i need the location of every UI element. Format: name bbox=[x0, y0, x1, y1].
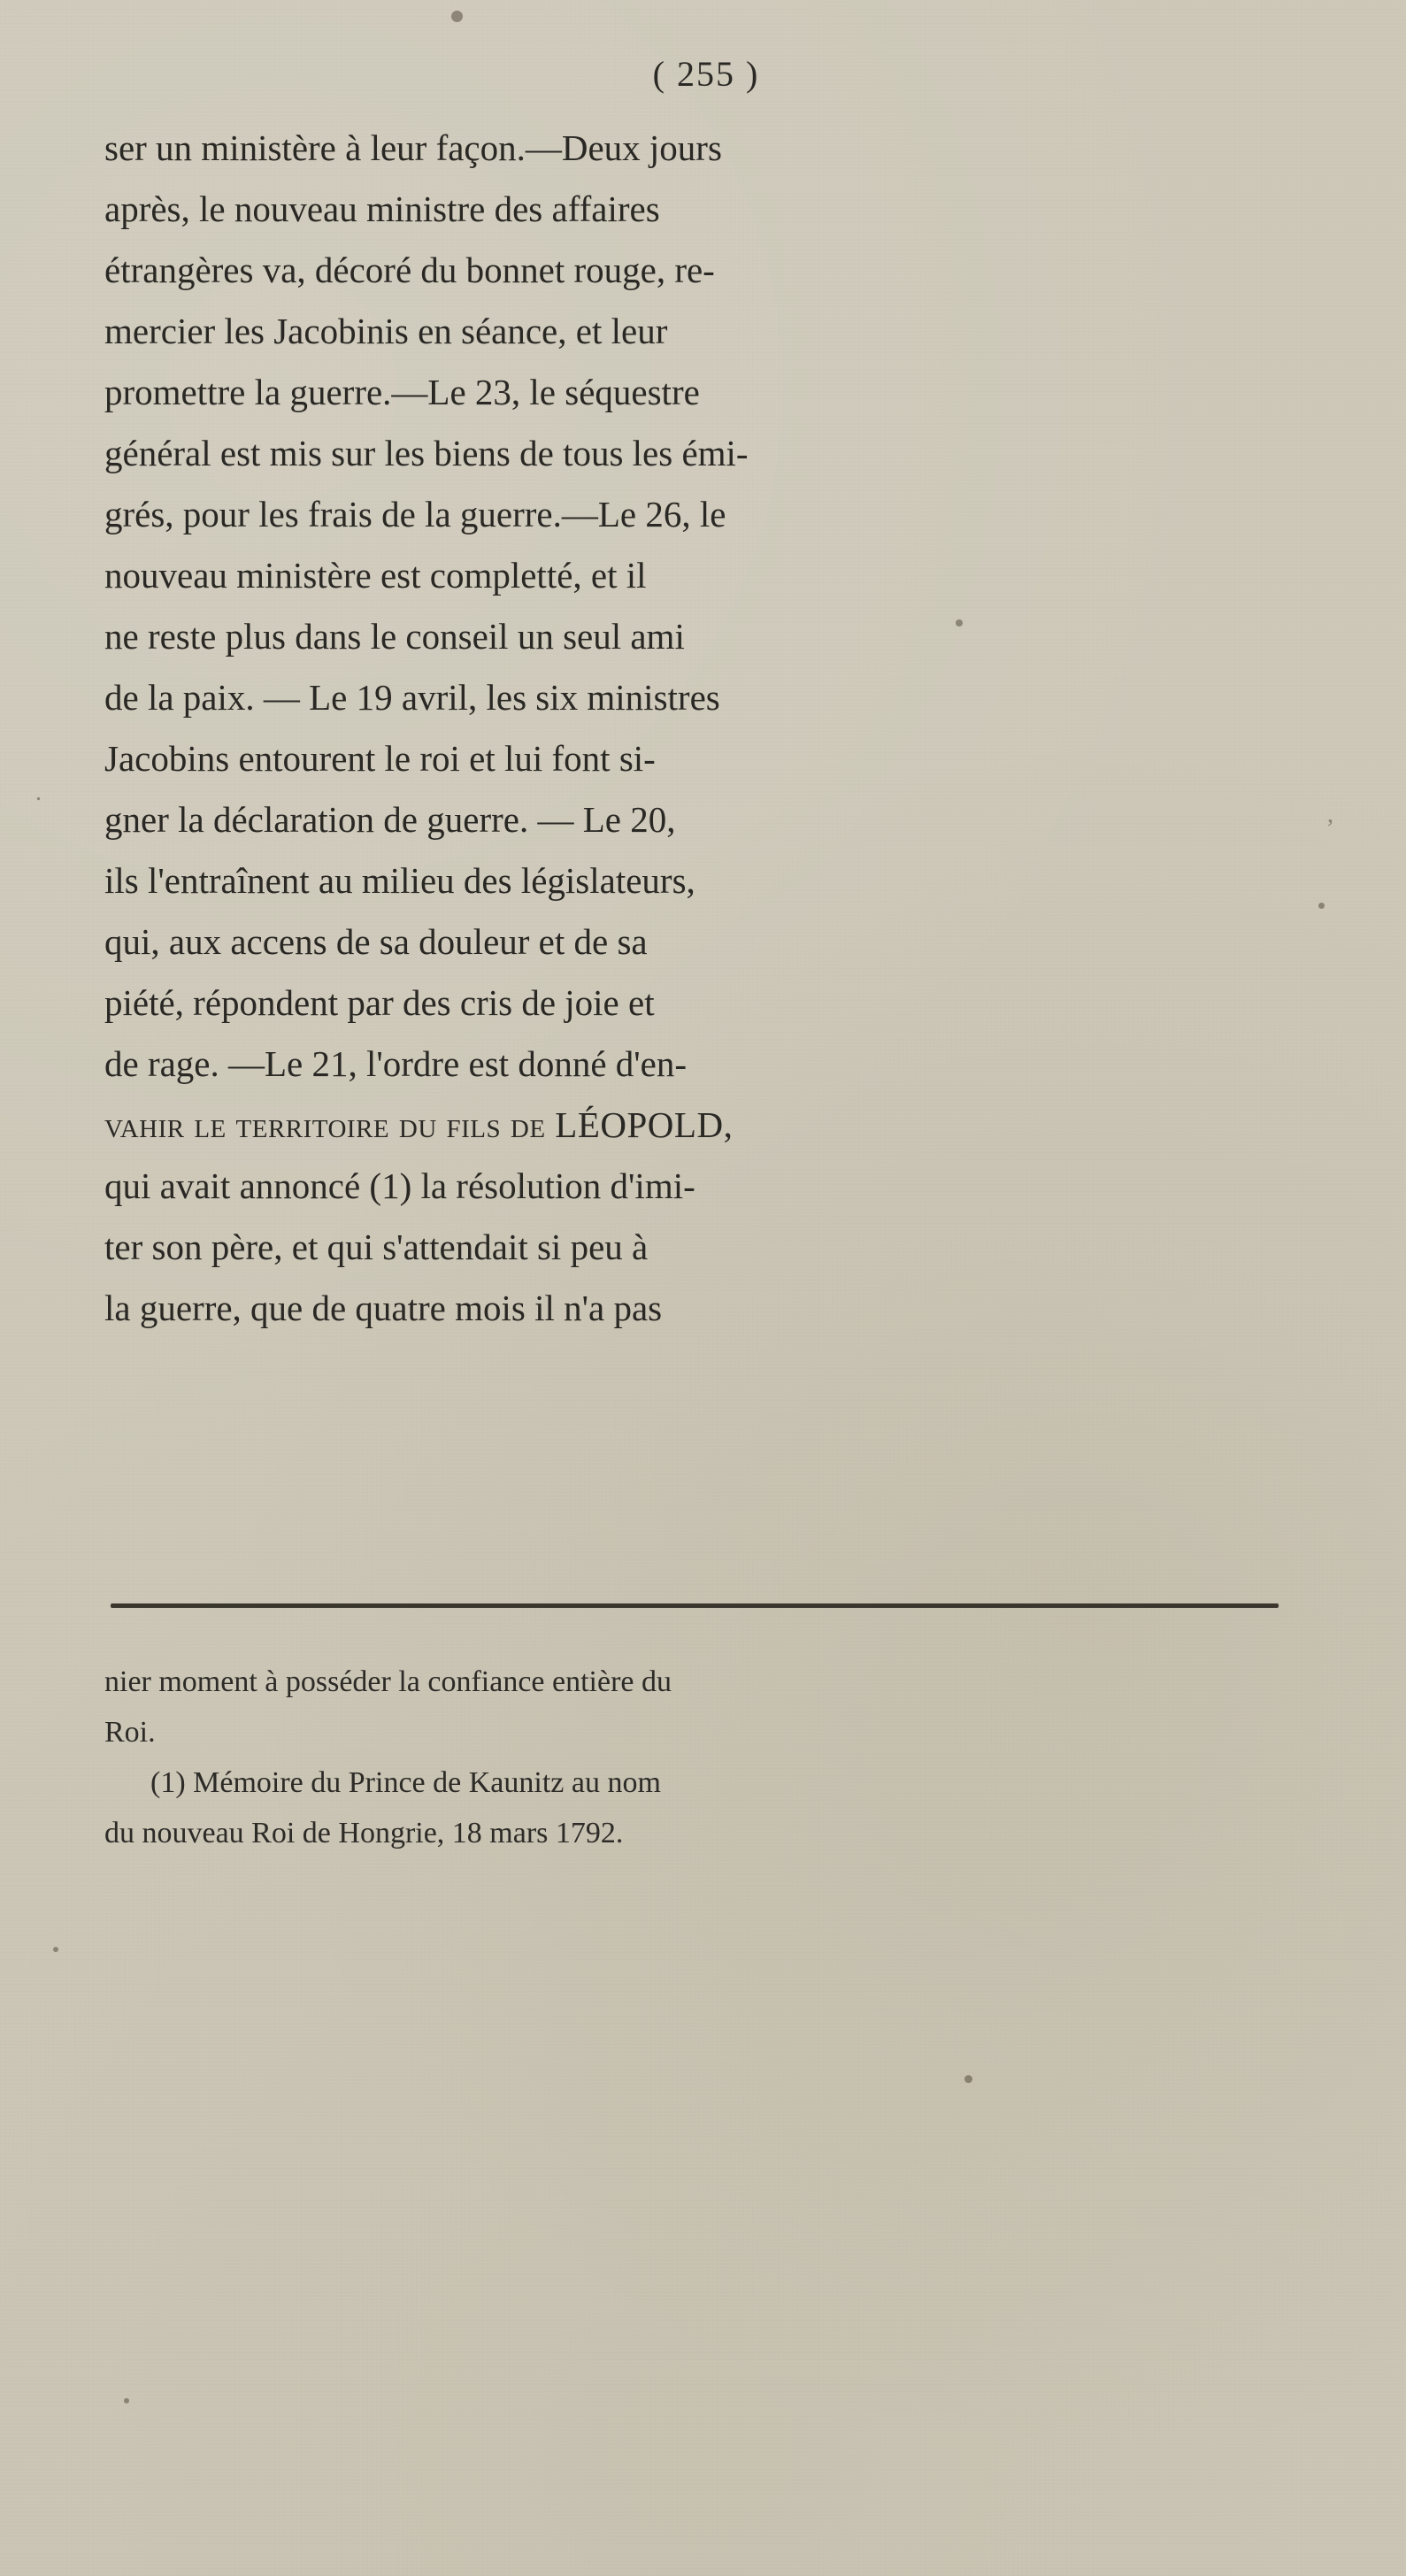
body-line: de rage. —Le 21, l'ordre est donné d'en- bbox=[104, 1043, 688, 1084]
footnote-line: Roi. bbox=[104, 1716, 156, 1749]
body-line: général est mis sur les biens de tous les émi- bbox=[104, 433, 749, 473]
body-line: qui avait annoncé (1) la résolution d'imi- bbox=[104, 1165, 695, 1206]
footnote-line: nier moment à posséder la confiance entière du bbox=[104, 1665, 672, 1698]
body-line: promettre la guerre.—Le 23, le séquestre bbox=[104, 372, 700, 412]
body-line: qui, aux accens de sa douleur et de sa bbox=[104, 921, 648, 962]
body-paragraph bbox=[104, 118, 1308, 1339]
body-line: ne reste plus dans le conseil un seul ami bbox=[104, 616, 685, 657]
page-text-block bbox=[104, 53, 1308, 1339]
body-line: étrangères va, décoré du bonnet rouge, re- bbox=[104, 250, 715, 290]
margin-stray-mark: , bbox=[1327, 801, 1333, 828]
body-line: après, le nouveau ministre des affaires bbox=[104, 188, 660, 229]
body-line: ter son père, et qui s'attendait si peu à bbox=[104, 1226, 649, 1267]
body-line: la guerre, que de quatre mois il n'a pas bbox=[104, 1288, 663, 1328]
body-line: de la paix. — Le 19 avril, les six ministres bbox=[104, 677, 720, 718]
ink-speck bbox=[124, 2398, 129, 2403]
ink-speck bbox=[53, 1947, 58, 1952]
body-line: gner la déclaration de guerre. — Le 20, bbox=[104, 799, 676, 840]
body-line: grés, pour les frais de la guerre.—Le 26, le bbox=[104, 494, 726, 534]
footnote-line: du nouveau Roi de Hongrie, 18 mars 1792. bbox=[104, 1817, 624, 1849]
ink-speck bbox=[964, 2075, 972, 2083]
ink-speck bbox=[451, 11, 463, 22]
ink-speck bbox=[1318, 903, 1325, 909]
margin-stray-mark: . bbox=[35, 779, 42, 806]
body-line: piété, répondent par des cris de joie et bbox=[104, 982, 655, 1023]
footnote-line bbox=[104, 1757, 1317, 1808]
footnote-line-text: (1) Mémoire du Prince de Kaunitz au nom bbox=[150, 1766, 661, 1799]
body-line: nouveau ministère est completté, et il bbox=[104, 555, 647, 596]
body-line: mercier les Jacobinis en séance, et leur bbox=[104, 311, 668, 351]
body-line: Jacobins entourent le roi et lui font si- bbox=[104, 738, 656, 779]
body-line: ils l'entraînent au milieu des législateurs, bbox=[104, 860, 695, 901]
footnote-separator-rule bbox=[111, 1603, 1279, 1608]
page-number: ( 255 ) bbox=[652, 54, 760, 94]
footnote-block bbox=[104, 1657, 1317, 1858]
body-line: vahir le territoire du fils de LÉOPOLD, bbox=[104, 1104, 734, 1145]
body-line: ser un ministère à leur façon.—Deux jours bbox=[104, 127, 722, 168]
